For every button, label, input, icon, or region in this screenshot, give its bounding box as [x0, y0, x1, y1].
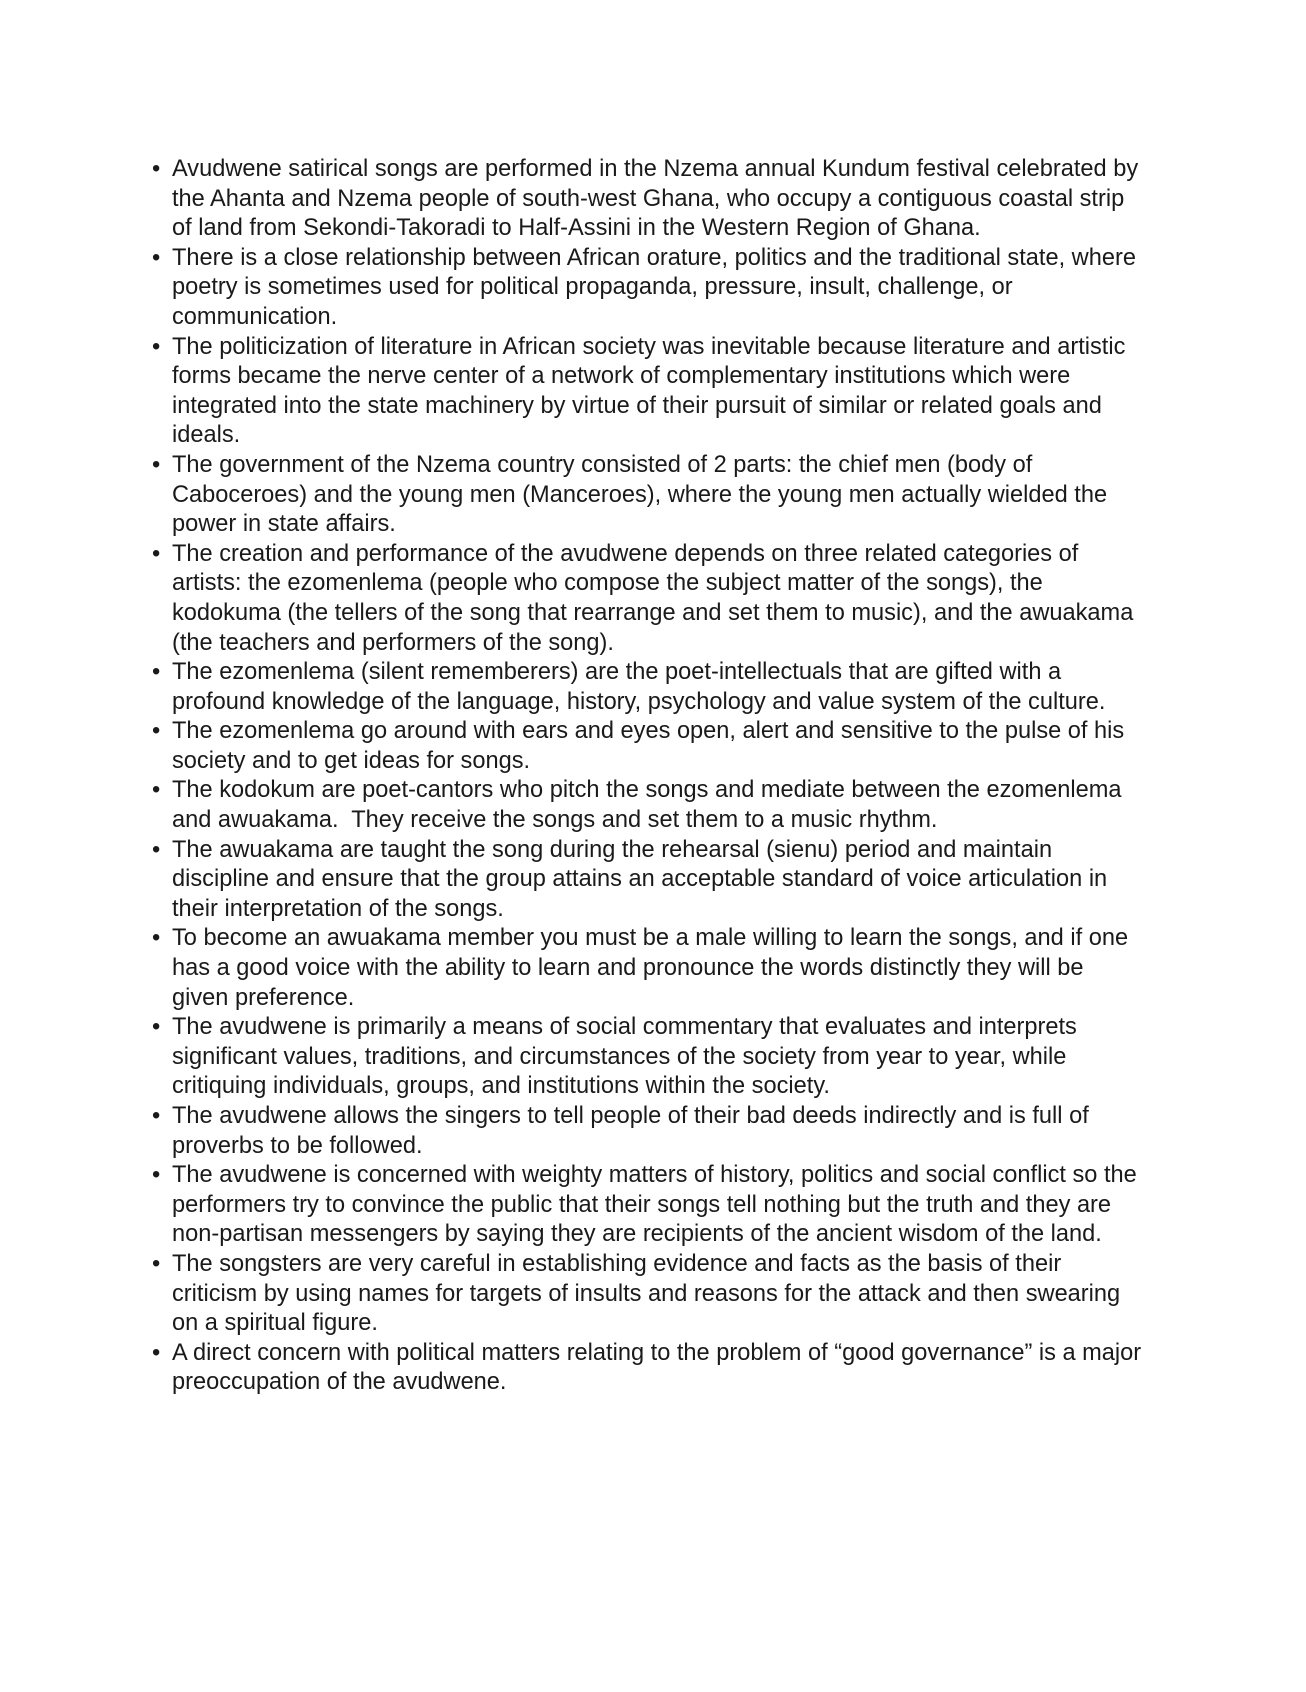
bullet-icon: • — [152, 1339, 161, 1366]
list-item — [152, 155, 1142, 244]
list-item — [152, 1250, 1142, 1339]
list-item-text: Avudwene satirical songs are performed in the Nzema annual Kundum festival celebrated by the Ahanta and Nzema people of south-west Ghana, who occupy a contiguous coastal strip of land from Sekondi-Takoradi to Half-Assini in the Western Region of Ghana. — [172, 156, 1139, 242]
list-item — [152, 776, 1142, 835]
bullet-icon: • — [152, 333, 161, 360]
list-item — [152, 244, 1142, 333]
list-item-text: The avudwene is primarily a means of social commentary that evaluates and interprets significant values, traditions, and circumstances of the society from year to year, while critiquing individuals, groups, and institutions within the society. — [172, 1014, 1077, 1100]
bullet-list — [152, 155, 1142, 1398]
list-item — [152, 924, 1142, 1013]
bullet-icon: • — [152, 659, 161, 686]
bullet-icon: • — [152, 451, 161, 478]
list-item — [152, 1102, 1142, 1161]
list-item-text: To become an awuakama member you must be a male willing to learn the songs, and if one has a good voice with the ability to learn and pronounce the words distinctly they will be given preference. — [172, 925, 1129, 1011]
bullet-icon: • — [152, 718, 161, 745]
list-item-text: The government of the Nzema country consisted of 2 parts: the chief men (body of Caboceroes) and the young men (Manceroes), where the young men actually wielded the power in state affairs. — [172, 451, 1108, 538]
list-item-text: A direct concern with political matters relating to the problem of “good governance” is a major preoccupation of the avudwene. — [172, 1339, 1142, 1396]
list-item — [152, 540, 1142, 658]
list-item — [152, 658, 1142, 717]
list-item-text: There is a close relationship between African orature, politics and the traditional state, where poetry is sometimes used for political propaganda, pressure, insult, challenge, or communication. — [172, 244, 1136, 330]
bullet-icon: • — [152, 777, 161, 804]
list-item-text: The awuakama are taught the song during the rehearsal (sienu) period and maintain discipline and ensure that the group attains an acceptable standard of voice articulation in their interpretation of the songs. — [172, 836, 1108, 922]
list-item — [152, 717, 1142, 776]
bullet-icon: • — [152, 156, 161, 182]
list-item-text: The avudwene is concerned with weighty matters of history, politics and social conflict so the performers try to convince the public that their songs tell nothing but the truth and they are non-partisan messengers by saying they are recipients of the ancient wisdom of the land. — [172, 1162, 1137, 1248]
list-item-text: The kodokum are poet-cantors who pitch the songs and mediate between the ezomenlema and awuakama. They receive the songs and set them to a music rhythm. — [172, 777, 1129, 834]
list-item — [152, 333, 1142, 451]
list-item-text: The politicization of literature in African society was inevitable because literature and artistic forms became the nerve center of a network of complementary institutions which were integrated into the state machinery by virtue of their pursuit of similar or related goals and ideals. — [172, 333, 1126, 449]
bullet-icon: • — [152, 1250, 161, 1277]
bullet-icon: • — [152, 1162, 161, 1189]
list-item-text: The creation and performance of the avudwene depends on three related categories of artists: the ezomenlema (people who compose the subject matter of the songs), the kodokuma (the tellers of the song that rearrange and set them to music), and the awuakama (the teachers and performers of the song). — [172, 540, 1134, 656]
list-item-text: The ezomenlema go around with ears and eyes open, alert and sensitive to the pulse of his society and to get ideas for songs. — [172, 718, 1125, 774]
bullet-icon: • — [152, 1103, 161, 1129]
bullet-icon: • — [152, 244, 161, 271]
list-item — [152, 1339, 1142, 1398]
list-item — [152, 836, 1142, 925]
bullet-icon: • — [152, 925, 161, 952]
bullet-icon: • — [152, 540, 161, 567]
list-item-text: The avudwene allows the singers to tell people of their bad deeds indirectly and is full of proverbs to be followed. — [172, 1103, 1089, 1159]
bullet-icon: • — [152, 836, 161, 863]
list-item — [152, 451, 1142, 540]
list-item — [152, 1161, 1142, 1250]
list-item-text: The songsters are very careful in establishing evidence and facts as the basis of their criticism by using names for targets of insults and reasons for the attack and then swearing on a spiritual figure. — [172, 1250, 1121, 1337]
list-item-text: The ezomenlema (silent rememberers) are the poet-intellectuals that are gifted with a profound knowledge of the language, history, psychology and value system of the culture. — [172, 659, 1106, 715]
list-item — [152, 1013, 1142, 1102]
bullet-icon: • — [152, 1014, 161, 1041]
